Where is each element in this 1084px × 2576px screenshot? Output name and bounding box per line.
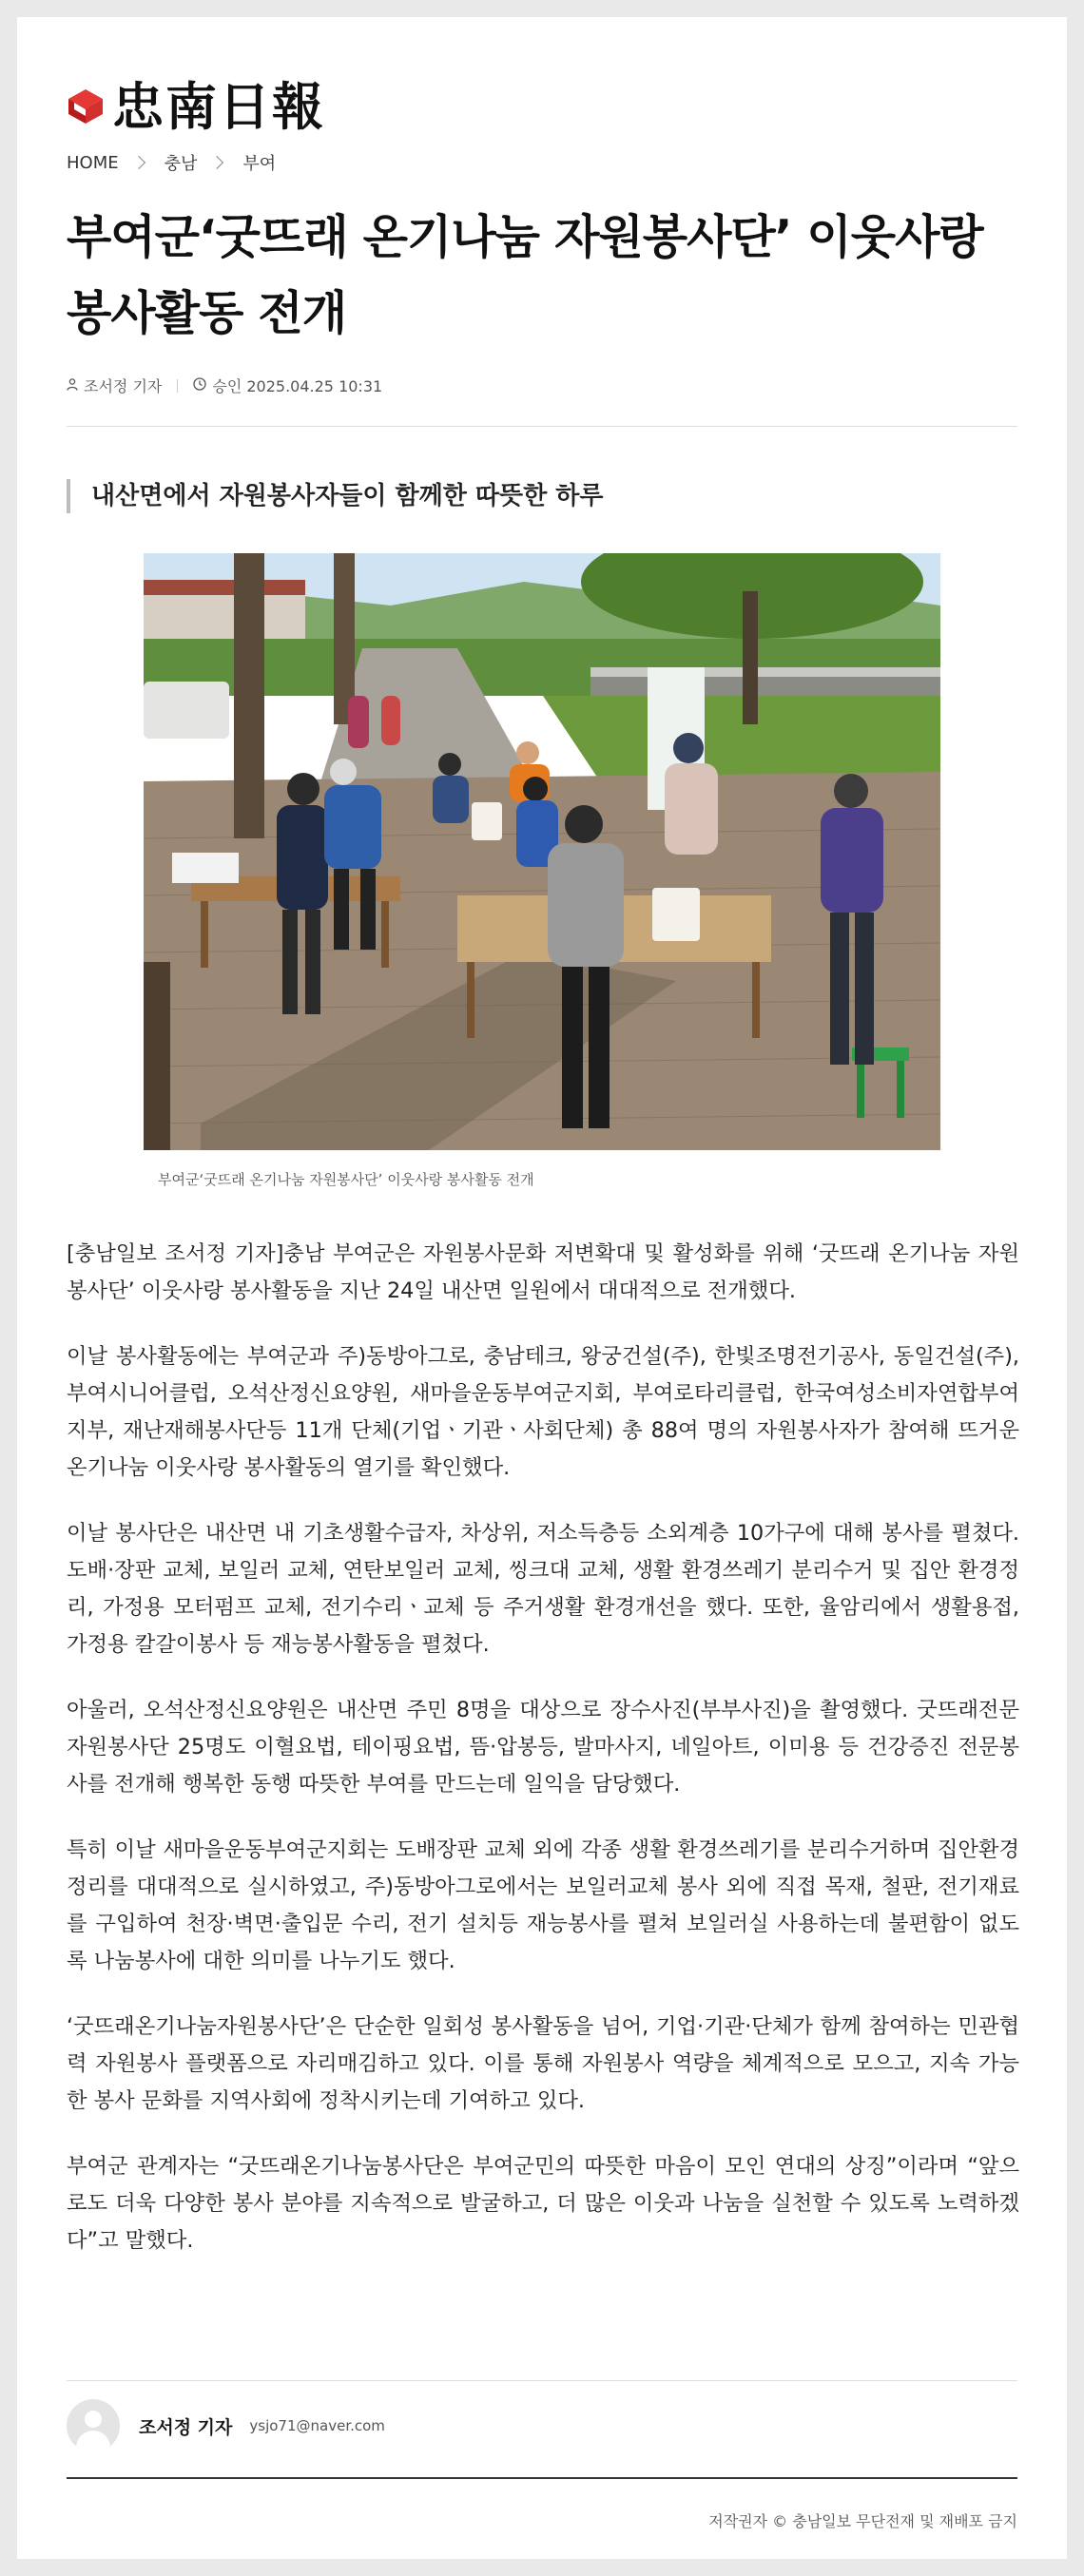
avatar-shoulders (76, 2431, 110, 2452)
article-paragraph: 부여군 관계자는 “굿뜨래온기나눔봉사단은 부여군민의 따뜻한 마음이 모인 연대의 상징”이라며 “앞으로도 더욱 다양한 봉사 분야를 지속적으로 발굴하고, 더 많은 이웃과 나눔을 실천할 수 있도록 노력하겠다”고 말했다. (67, 2154, 1019, 2253)
clock-icon (193, 376, 206, 394)
site-logo[interactable] (67, 68, 325, 144)
divider (67, 426, 1017, 427)
author-name[interactable]: 조서정 기자 (139, 2416, 233, 2438)
author-box (67, 2399, 385, 2452)
article-body (67, 1236, 1019, 2288)
article-paragraph: 이날 봉사활동에는 부여군과 주)동방아그로, 충남테크, 왕궁건설(주), 한빛조명전기공사, 동일건설(주), 부여시니어클럽, 오석산정신요양원, 새마을운동부여군지회, 부여로타리클럽, 한국여성소비자연합부여지부, 재난재해봉사단등 11개 단체(기업ㆍ기관ㆍ사회단체) 총 88여 명의 자원봉사자가 참여해 뜨거운 온기나눔 이웃사랑 봉사활동의 열기를 확인했다. (67, 1344, 1019, 1480)
breadcrumb (67, 150, 276, 175)
article-paragraph: 특히 이날 새마을운동부여군지회는 도배장판 교체 외에 각종 생활 환경쓰레기를 분리수거하며 집안환경정리를 대대적으로 실시하였고, 주)동방아그로에서는 보일러교체 봉사 외에 직접 목재, 철판, 전기재료를 구입하여 천장·벽면·출입문 수리, 전기 설치등 재능봉사를 펼쳐 보일러실 사용하는데 불편함이 없도록 나눔봉사에 대한 의미를 나누기도 했다. (67, 1837, 1019, 1973)
divider (67, 2380, 1017, 2381)
article-headline: 부여군‘굿뜨래 온기나눔 자원봉사단’ 이웃사랑 봉사활동 전개 (67, 210, 983, 340)
meta-divider (177, 379, 178, 393)
breadcrumb-chungnam[interactable]: 충남 (164, 154, 198, 174)
person-icon (67, 376, 78, 394)
author-email[interactable]: ysjo71@naver.com (249, 2417, 385, 2434)
logo-cube-icon (67, 87, 105, 125)
logo-text: 忠南日報 (112, 76, 325, 137)
approved-datetime: 승인 2025.04.25 10:31 (212, 377, 383, 395)
photo-caption: 부여군‘굿뜨래 온기나눔 자원봉사단’ 이웃사랑 봉사활동 전개 (158, 1171, 534, 1188)
avatar[interactable] (67, 2399, 120, 2452)
chevron-right-icon (210, 156, 223, 169)
chevron-right-icon (132, 156, 145, 169)
article-meta (67, 375, 382, 396)
article-subtitle: 내산면에서 자원봉사자들이 함께한 따뜻한 하루 (67, 479, 604, 513)
article-page (17, 17, 1067, 2559)
breadcrumb-buyeo[interactable]: 부여 (242, 154, 277, 174)
avatar-head (85, 2411, 102, 2428)
article-paragraph: 아울러, 오석산정신요양원은 내산면 주민 8명을 대상으로 장수사진(부부사진)을 촬영했다. 굿뜨래전문자원봉사단 25명도 이혈요법, 테이핑요법, 뜸·압봉등, 발마사지, 네일아트, 이미용 등 건강증진 전문봉사를 전개해 행복한 동행 따뜻한 부여를 만드는데 일익을 담당했다. (67, 1698, 1019, 1797)
article-paragraph: ‘굿뜨래온기나눔자원봉사단’은 단순한 일회성 봉사활동을 넘어, 기업·기관·단체가 함께 참여하는 민관협력 자원봉사 플랫폼으로 자리매김하고 있다. 이를 통해 자원봉사 역량을 체계적으로 모으고, 지속 가능한 봉사 문화를 지역사회에 정착시키는데 기여하고 있다. (67, 2014, 1019, 2113)
reporter-name[interactable]: 조서정 기자 (84, 377, 163, 395)
copyright-notice: 저작권자 © 충남일보 무단전재 및 재배포 금지 (708, 2512, 1017, 2530)
article-paragraph: [충남일보 조서정 기자]충남 부여군은 자원봉사문화 저변확대 및 활성화를 위해 ‘굿뜨래 온기나눔 자원봉사단’ 이웃사랑 봉사활동을 지난 24일 내산면 일원에서 대대적으로 전개했다. (67, 1241, 1019, 1303)
article-paragraph: 이날 봉사단은 내산면 내 기초생활수급자, 차상위, 저소득층등 소외계층 10가구에 대해 봉사를 펼쳤다. 도배·장판 교체, 보일러 교체, 연탄보일러 교체, 씽크대 교체, 생활 환경쓰레기 분리수거 및 집안 환경정리, 가정용 모터펌프 교체, 전기수리ㆍ교체 등 주거생활 환경개선을 했다. 또한, 율암리에서 생활용접, 가정용 칼갈이봉사 등 재능봉사활동을 펼쳤다. (67, 1521, 1019, 1657)
breadcrumb-home[interactable]: HOME (67, 152, 119, 173)
footer-divider (67, 2477, 1017, 2479)
article-photo[interactable] (144, 553, 940, 1150)
